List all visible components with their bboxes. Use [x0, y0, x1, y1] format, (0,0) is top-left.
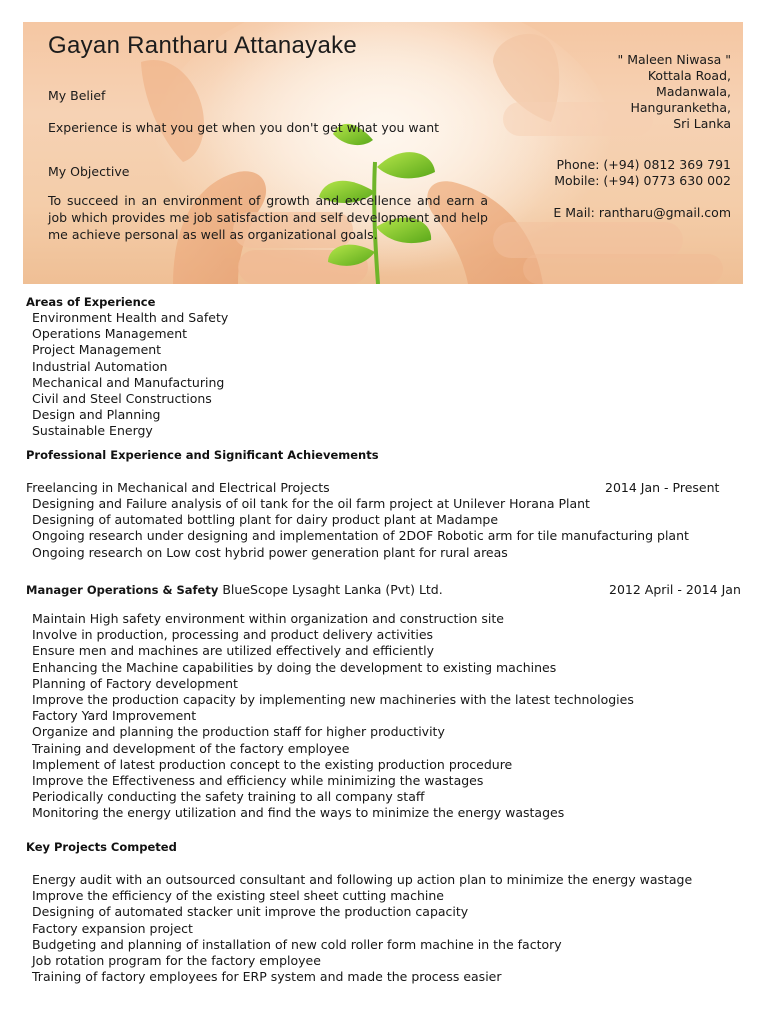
- belief-text: Experience is what you get when you don't get what you want: [48, 120, 440, 135]
- phone-number: Phone: (+94) 0812 369 791: [556, 157, 731, 172]
- manager-title: Manager Operations & Safety: [26, 583, 219, 597]
- list-item: Factory Yard Improvement: [32, 708, 197, 724]
- list-item: Civil and Steel Constructions: [32, 391, 212, 407]
- list-item: Ongoing research under designing and implementation of 2DOF Robotic arm for tile manufacturing plant: [32, 528, 689, 544]
- list-item: Planning of Factory development: [32, 675, 238, 691]
- list-item: Industrial Automation: [32, 358, 168, 374]
- list-item: Job rotation program for the factory employee: [32, 953, 321, 969]
- list-item: Energy audit with an outsourced consultant and following up action plan to minimize the energy wastage: [32, 872, 693, 887]
- objective-label: My Objective: [48, 164, 130, 179]
- list-item: Designing of automated stacker unit improve the production capacity: [32, 904, 469, 920]
- list-item: Budgeting and planning of installation of new cold roller form machine in the factory: [32, 936, 562, 952]
- list-item: Mechanical and Manufacturing: [32, 374, 225, 390]
- address-line: Kottala Road,: [647, 68, 731, 83]
- list-item: Implement of latest production concept to the existing production procedure: [32, 756, 513, 772]
- belief-label: My Belief: [48, 88, 106, 103]
- list-item: Improve the Effectiveness and efficiency while minimizing the wastages: [32, 773, 484, 789]
- professional-heading: Professional Experience and Significant Achievements: [26, 448, 379, 462]
- address-line: Sri Lanka: [673, 116, 731, 131]
- list-item: Project Management: [32, 342, 162, 358]
- list-item: Improve the production capacity by implementing new machineries with the latest technologies: [32, 692, 634, 708]
- list-item: Enhancing the Machine capabilities by doing the development to existing machines: [32, 659, 557, 675]
- manager-row: [26, 582, 443, 597]
- list-item: Improve the efficiency of the existing steel sheet cutting machine: [32, 888, 444, 904]
- objective-text: To succeed in an environment of growth and excellence and earn a job which provides me job satisfaction and self development and help me achieve personal as well as organizational goals.: [48, 193, 488, 242]
- manager-date: 2012 April - 2014 Jan: [609, 582, 741, 597]
- key-projects-heading: Key Projects Competed: [26, 840, 177, 854]
- candidate-name: Gayan Rantharu Attanayake: [48, 32, 358, 59]
- address-line: " Maleen Niwasa ": [617, 52, 731, 67]
- list-item: Ongoing research on Low cost hybrid power generation plant for rural areas: [32, 544, 508, 560]
- list-item: Organize and planning the production staff for higher productivity: [32, 724, 445, 740]
- list-item: Training of factory employees for ERP system and made the process easier: [32, 969, 502, 985]
- contact-block: [471, 52, 731, 221]
- list-item: Factory expansion project: [32, 920, 193, 936]
- list-item: Training and development of the factory employee: [32, 740, 350, 756]
- list-item: Designing of automated bottling plant for dairy product plant at Madampe: [32, 512, 499, 528]
- list-item: Sustainable Energy: [32, 423, 153, 439]
- key-projects-list: [32, 872, 692, 985]
- freelance-date: 2014 Jan - Present: [605, 480, 720, 495]
- mobile-number: Mobile: (+94) 0773 630 002: [554, 173, 731, 188]
- freelance-list: [32, 496, 689, 561]
- list-item: Periodically conducting the safety training to all company staff: [32, 789, 425, 805]
- freelance-title: Freelancing in Mechanical and Electrical Projects: [26, 480, 330, 495]
- header-banner: [23, 22, 743, 284]
- manager-company: BlueScope Lysaght Lanka (Pvt) Ltd.: [222, 582, 443, 597]
- list-item: Involve in production, processing and product delivery activities: [32, 627, 434, 643]
- list-item: Maintain High safety environment within organization and construction site: [32, 611, 504, 626]
- address-line: Madanwala,: [656, 84, 731, 99]
- list-item: Environment Health and Safety: [32, 310, 229, 325]
- areas-heading: Areas of Experience: [26, 295, 156, 309]
- list-item: Operations Management: [32, 326, 188, 342]
- list-item: Ensure men and machines are utilized effectively and efficiently: [32, 643, 434, 659]
- list-item: Design and Planning: [32, 407, 161, 423]
- areas-list: [32, 310, 228, 440]
- address-line: Hanguranketha,: [630, 100, 731, 115]
- list-item: Designing and Failure analysis of oil tank for the oil farm project at Unilever Horana Plant: [32, 496, 590, 511]
- list-item: Monitoring the energy utilization and find the ways to minimize the energy wastages: [32, 805, 565, 821]
- manager-list: [32, 611, 634, 822]
- email-address[interactable]: E Mail: rantharu@gmail.com: [553, 205, 731, 220]
